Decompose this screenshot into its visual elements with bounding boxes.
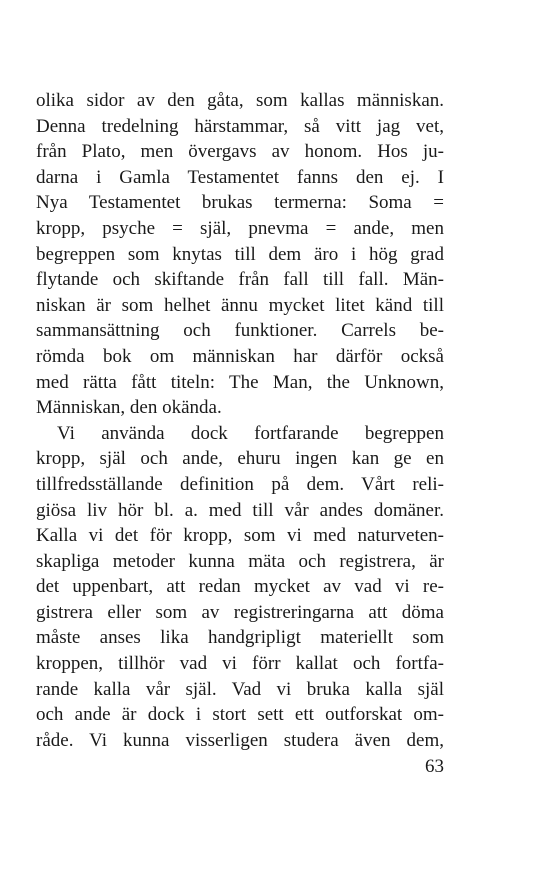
page-number: 63 <box>425 756 444 777</box>
text-line: begreppen som knytas till dem äro i hög grad <box>36 243 444 265</box>
text-line: Kalla vi det för kropp, som vi med naturveten- <box>36 525 444 547</box>
text-line: niskan är som helhet ännu mycket litet känd till <box>36 294 444 316</box>
text-line: och ande är dock i stort sett ett outforskat om- <box>36 704 444 726</box>
text-line: råde. Vi kunna visserligen studera även dem, <box>36 729 444 751</box>
text-line: måste anses lika handgripligt materiellt som <box>36 627 444 649</box>
text-line: gistrera eller som av registreringarna att döma <box>36 601 444 623</box>
text-line: darna i Gamla Testamentet fanns den ej. I <box>36 166 444 188</box>
text-line: det uppenbart, att redan mycket av vad vi re- <box>36 576 444 598</box>
text-line: från Plato, men övergavs av honom. Hos ju- <box>36 141 444 163</box>
text-line: kroppen, tillhör vad vi förr kallat och fortfa- <box>36 653 444 675</box>
text-line: olika sidor av den gåta, som kallas människan. <box>36 90 444 111</box>
text-line: sammansättning och funktioner. Carrels be- <box>36 320 444 342</box>
text-line-paragraph-start: Vi använda dock fortfarande begreppen <box>57 422 444 444</box>
text-line-paragraph-end: Människan, den okända. <box>36 397 222 419</box>
body-text <box>36 88 444 753</box>
text-line: tillfredsställande definition på dem. Vårt reli- <box>36 473 444 495</box>
text-line: giösa liv hör bl. a. med till vår andes domäner. <box>36 499 444 521</box>
text-line: römda bok om människan har därför också <box>36 345 444 367</box>
text-line: flytande och skiftande från fall till fall. Män- <box>36 269 444 291</box>
text-line: Nya Testamentet brukas termerna: Soma = <box>36 192 444 214</box>
text-line: Denna tredelning härstammar, så vitt jag vet, <box>36 115 444 137</box>
text-line: kropp, själ och ande, ehuru ingen kan ge en <box>36 448 444 470</box>
text-line: skapliga metoder kunna mäta och registrera, är <box>36 550 444 572</box>
text-line: med rätta fått titeln: The Man, the Unknown, <box>36 371 444 393</box>
text-line: kropp, psyche = själ, pnevma = ande, men <box>36 217 444 239</box>
text-line: rande kalla vår själ. Vad vi bruka kalla själ <box>36 678 444 700</box>
